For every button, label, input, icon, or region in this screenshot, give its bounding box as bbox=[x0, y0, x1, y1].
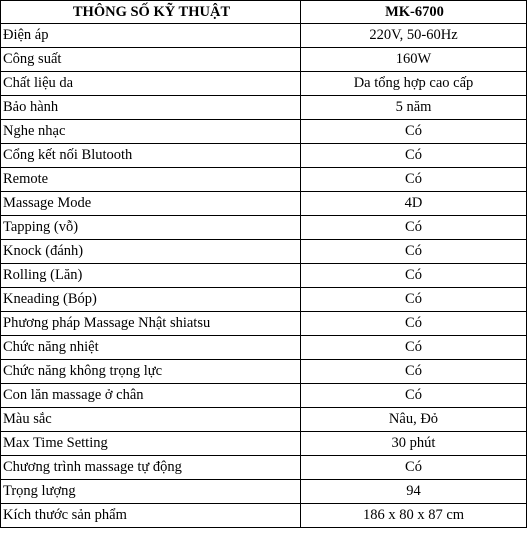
spec-label: Chất liệu da bbox=[1, 72, 301, 96]
table-row bbox=[1, 480, 527, 504]
spec-label: Rolling (Lăn) bbox=[1, 264, 301, 288]
spec-value: Có bbox=[301, 240, 527, 264]
table-row bbox=[1, 264, 527, 288]
table-row bbox=[1, 360, 527, 384]
table-row bbox=[1, 24, 527, 48]
table-row bbox=[1, 240, 527, 264]
table-row bbox=[1, 432, 527, 456]
table-header-row bbox=[1, 1, 527, 24]
table-row bbox=[1, 504, 527, 528]
spec-label: Chức năng không trọng lực bbox=[1, 360, 301, 384]
spec-value: Có bbox=[301, 312, 527, 336]
spec-value: Có bbox=[301, 360, 527, 384]
table-row bbox=[1, 168, 527, 192]
spec-label: Trọng lượng bbox=[1, 480, 301, 504]
spec-label: Con lăn massage ở chân bbox=[1, 384, 301, 408]
spec-label: Massage Mode bbox=[1, 192, 301, 216]
table-row bbox=[1, 48, 527, 72]
spec-label: Chức năng nhiệt bbox=[1, 336, 301, 360]
table-row bbox=[1, 216, 527, 240]
table-row bbox=[1, 408, 527, 432]
spec-label: Tapping (vỗ) bbox=[1, 216, 301, 240]
spec-value: Da tổng hợp cao cấp bbox=[301, 72, 527, 96]
spec-label: Điện áp bbox=[1, 24, 301, 48]
spec-label: Chương trình massage tự động bbox=[1, 456, 301, 480]
spec-label: Phương pháp Massage Nhật shiatsu bbox=[1, 312, 301, 336]
header-model-name: MK-6700 bbox=[301, 1, 527, 24]
spec-label: Remote bbox=[1, 168, 301, 192]
spec-value: Có bbox=[301, 456, 527, 480]
spec-value: 5 năm bbox=[301, 96, 527, 120]
spec-label: Nghe nhạc bbox=[1, 120, 301, 144]
spec-value: 30 phút bbox=[301, 432, 527, 456]
spec-value: Có bbox=[301, 168, 527, 192]
spec-value: Có bbox=[301, 120, 527, 144]
spec-value: Có bbox=[301, 288, 527, 312]
spec-value: Có bbox=[301, 216, 527, 240]
table-row bbox=[1, 72, 527, 96]
table-row bbox=[1, 456, 527, 480]
table-row bbox=[1, 312, 527, 336]
spec-label: Bảo hành bbox=[1, 96, 301, 120]
table-row bbox=[1, 336, 527, 360]
spec-label: Màu sắc bbox=[1, 408, 301, 432]
spec-value: Có bbox=[301, 384, 527, 408]
spec-label: Kneading (Bóp) bbox=[1, 288, 301, 312]
spec-label: Knock (đánh) bbox=[1, 240, 301, 264]
spec-value: 220V, 50-60Hz bbox=[301, 24, 527, 48]
table-body bbox=[1, 24, 527, 528]
table-row bbox=[1, 144, 527, 168]
table-row bbox=[1, 120, 527, 144]
spec-label: Kích thước sản phẩm bbox=[1, 504, 301, 528]
spec-value: Có bbox=[301, 144, 527, 168]
header-spec-title: THÔNG SỐ KỸ THUẬT bbox=[1, 1, 301, 24]
table-row bbox=[1, 288, 527, 312]
spec-value: 94 bbox=[301, 480, 527, 504]
spec-value: 186 x 80 x 87 cm bbox=[301, 504, 527, 528]
spec-value: Có bbox=[301, 264, 527, 288]
spec-value: 160W bbox=[301, 48, 527, 72]
spec-label: Cổng kết nối Blutooth bbox=[1, 144, 301, 168]
table-row bbox=[1, 96, 527, 120]
spec-label: Max Time Setting bbox=[1, 432, 301, 456]
spec-value: Nâu, Đỏ bbox=[301, 408, 527, 432]
spec-label: Công suất bbox=[1, 48, 301, 72]
spec-value: Có bbox=[301, 336, 527, 360]
table-row bbox=[1, 192, 527, 216]
table-row bbox=[1, 384, 527, 408]
spec-value: 4D bbox=[301, 192, 527, 216]
